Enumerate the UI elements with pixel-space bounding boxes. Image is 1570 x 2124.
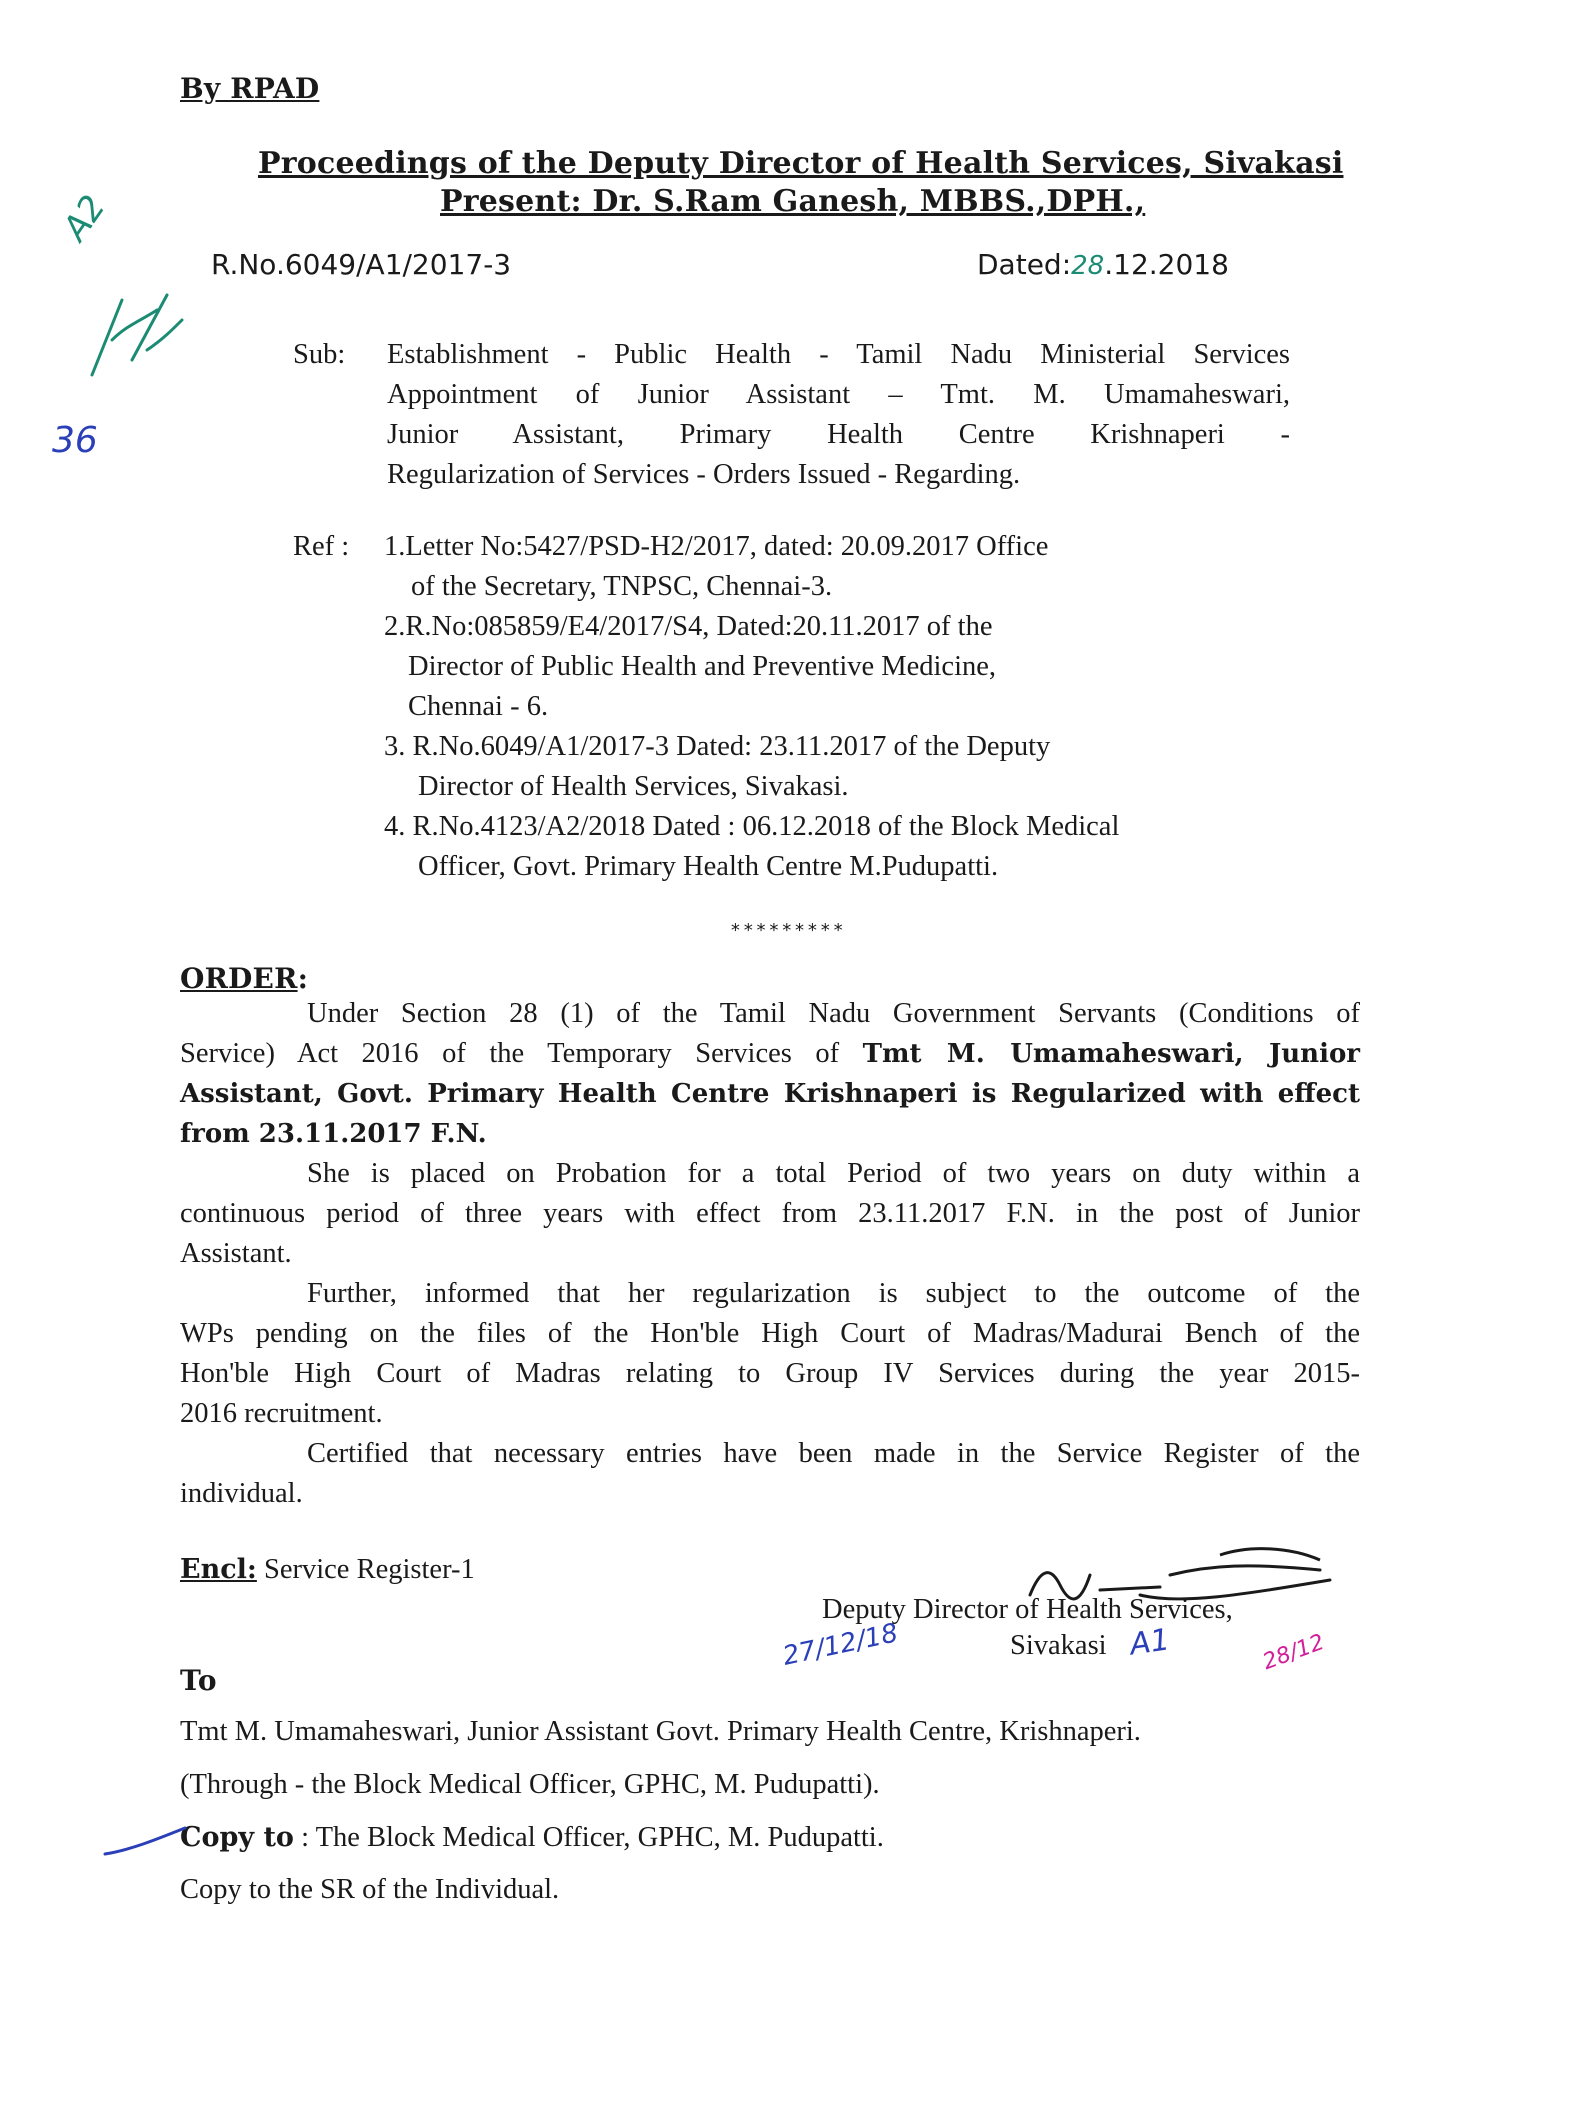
reference-item-1: 1.Letter No:5427/PSD-H2/2017, dated: 20.09.2017 Office	[384, 531, 1049, 562]
to-label: To	[180, 1664, 217, 1697]
section-separator: *********	[730, 920, 846, 941]
order-para1-line: from 23.11.2017 F.N.	[180, 1119, 487, 1149]
order-para2-line: She is placed on Probation for a total Period of two years on duty within a	[307, 1158, 1360, 1189]
subject-line: Appointment of Junior Assistant – Tmt. M. Umamaheswari,	[387, 379, 1290, 410]
order-para3-line: WPs pending on the files of the Hon'ble High Court of Madras/Madurai Bench of the	[180, 1318, 1360, 1349]
order-para3-line: Hon'ble High Court of Madras relating to Group IV Services during the year 2015-	[180, 1358, 1360, 1389]
present-line: Present: Dr. S.Ram Ganesh, MBBS.,DPH.,	[440, 184, 1146, 219]
margin-note-a2: A2	[55, 188, 114, 248]
handwritten-section-mark: A1	[1127, 1622, 1172, 1663]
order-para1-line: Under Section 28 (1) of the Tamil Nadu Government Servants (Conditions of	[307, 998, 1360, 1029]
reference-number: R.No.6049/A1/2017-3	[211, 248, 512, 281]
order-para2-line: Assistant.	[180, 1238, 292, 1269]
order-heading-text: ORDER	[180, 962, 298, 995]
reference-item-4: 4. R.No.4123/A2/2018 Dated : 06.12.2018 of the Block Medical	[384, 811, 1120, 842]
handwritten-initials-date: 27/12/18	[780, 1618, 901, 1672]
enclosure-text: Service Register-1	[256, 1554, 475, 1585]
subject-line: Regularization of Services - Orders Issued - Regarding.	[387, 459, 1021, 490]
copy-to-line	[180, 1818, 884, 1858]
copy-to-text: : The Block Medical Officer, GPHC, M. Pudupatti.	[293, 1822, 884, 1853]
reference-item-2-cont: Director of Public Health and Preventive Medicine,	[408, 651, 997, 682]
recipient-through-line: (Through - the Block Medical Officer, GPHC, M. Pudupatti).	[180, 1769, 880, 1800]
subject-line: Junior Assistant, Primary Health Centre Krishnaperi -	[387, 419, 1290, 450]
order-para2-line: continuous period of three years with effect from 23.11.2017 F.N. in the post of Junior	[180, 1198, 1360, 1229]
reference-item-2: 2.R.No:085859/E4/2017/S4, Dated:20.11.2017 of the	[384, 611, 993, 642]
enclosure	[180, 1550, 475, 1590]
order-heading-colon: :	[297, 962, 309, 995]
order-para3-line: Further, informed that her regularization is subject to the outcome of the	[307, 1278, 1360, 1309]
dated-month-year: .12.2018	[1104, 248, 1229, 281]
subject-line: Establishment - Public Health - Tamil Nadu Ministerial Services	[387, 339, 1290, 370]
dated-day-handwritten: 28	[1071, 251, 1105, 281]
copy-sr-line: Copy to the SR of the Individual.	[180, 1874, 560, 1905]
recipient-line: Tmt M. Umamaheswari, Junior Assistant Govt. Primary Health Centre, Krishnaperi.	[180, 1716, 1141, 1747]
proceedings-title: Proceedings of the Deputy Director of Health Services, Sivakasi	[258, 146, 1344, 181]
subject-label: Sub:	[293, 339, 346, 370]
references-label: Ref :	[293, 531, 350, 562]
order-body	[180, 994, 1360, 1514]
reference-item-3: 3. R.No.6049/A1/2017-3 Dated: 23.11.2017 of the Deputy	[384, 731, 1051, 762]
order-para4-line: Certified that necessary entries have been made in the Service Register of the	[307, 1438, 1360, 1469]
reference-date	[977, 248, 1229, 281]
signature-scribble	[1020, 1535, 1350, 1625]
order-heading	[180, 962, 308, 995]
order-para1-line2	[180, 1034, 1360, 1074]
reference-item-4-cont: Officer, Govt. Primary Health Centre M.Pudupatti.	[418, 851, 999, 882]
order-para3-line: 2016 recruitment.	[180, 1398, 383, 1429]
enclosure-label: Encl:	[180, 1554, 257, 1585]
margin-note-number: 36	[52, 420, 98, 461]
employee-name-bold: Tmt M. Umamaheswari, Junior	[862, 1039, 1360, 1069]
dispatch-mode: By RPAD	[180, 72, 320, 105]
dated-label: Dated:	[977, 248, 1072, 281]
order-para1-line: Assistant, Govt. Primary Health Centre Krishnaperi is Regularized with effect	[180, 1079, 1360, 1109]
references-list	[384, 527, 1304, 887]
copy-to-label: Copy to	[180, 1822, 294, 1853]
reference-item-2-cont: Chennai - 6.	[408, 691, 549, 722]
reference-item-1-cont: of the Secretary, TNPSC, Chennai-3.	[411, 571, 833, 602]
margin-initials-scribble	[72, 280, 192, 390]
tick-mark	[100, 1822, 190, 1862]
reference-item-3-cont: Director of Health Services, Sivakasi.	[418, 771, 849, 802]
signatory-location: Sivakasi	[1010, 1630, 1107, 1661]
order-para1-line2-text: Service) Act 2016 of the Temporary Services of	[180, 1038, 863, 1069]
order-para4-line: individual.	[180, 1478, 303, 1509]
signatory-designation: Deputy Director of Health Services,	[822, 1594, 1233, 1625]
subject-block	[387, 335, 1290, 495]
handwritten-stamp-date: 28/12	[1259, 1629, 1328, 1676]
